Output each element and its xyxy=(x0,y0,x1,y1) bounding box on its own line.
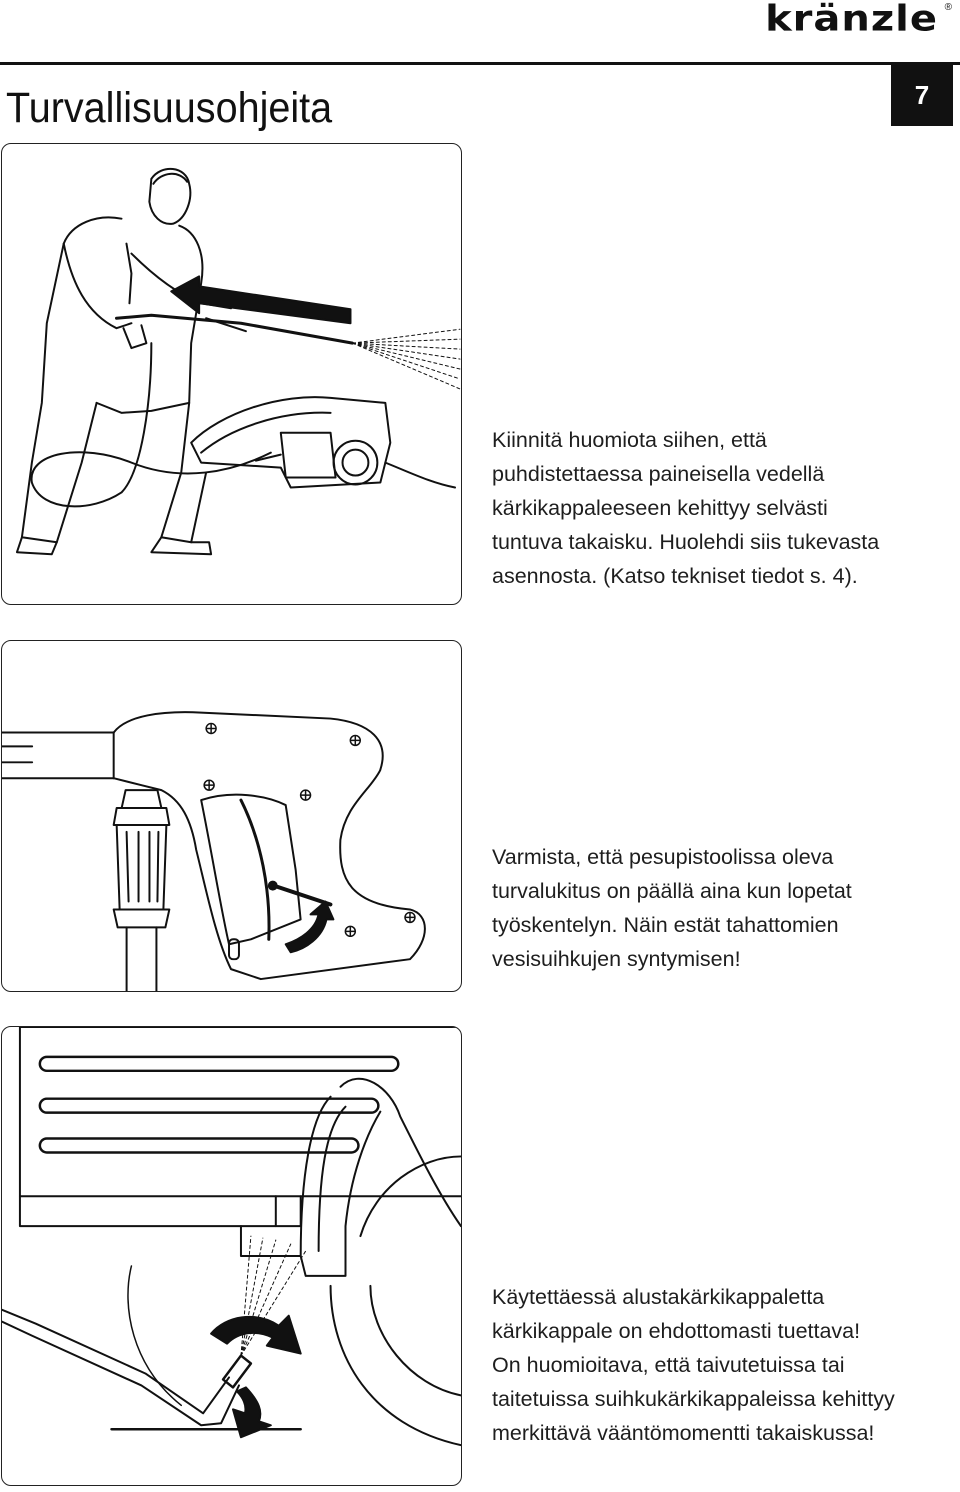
caption-line: työskentelyn. Näin estät tahattomien xyxy=(492,913,839,937)
caption-line: puhdistettaessa paineisella vedellä xyxy=(492,462,825,486)
caption-line: vesisuihkujen syntymisen! xyxy=(492,947,741,971)
caption-line: On huomioitava, että taivutetuissa tai xyxy=(492,1353,845,1377)
kickback-arrow-icon xyxy=(171,276,350,323)
registered-mark: ® xyxy=(944,2,952,13)
illustration-operator-kickback xyxy=(1,143,462,605)
caption-underbody xyxy=(492,1280,952,1450)
caption-line: Käytettäessä alustakärkikappaletta xyxy=(492,1285,825,1309)
caption-line: taitetuissa suihkukärkikappaleissa kehittyy xyxy=(492,1387,895,1411)
caption-line: merkittävä vääntömomentti takaiskussa! xyxy=(492,1421,875,1445)
brand-wordmark: kränzle xyxy=(765,0,938,40)
caption-line: asennosta. (Katso tekniset tiedot s. 4). xyxy=(492,564,858,588)
caption-line: turvalukitus on päällä aina kun lopetat xyxy=(492,879,852,903)
torque-arrow-icon xyxy=(211,1316,301,1354)
caption-kickback xyxy=(492,423,952,593)
safety-catch-arrow-icon xyxy=(286,902,334,953)
caption-safety-catch xyxy=(492,840,952,976)
illustration-safety-catch xyxy=(1,640,462,992)
caption-line: Varmista, että pesupistoolissa oleva xyxy=(492,845,834,869)
caption-line: tuntuva takaisku. Huolehdi siis tukevasta xyxy=(492,530,880,554)
page-number-badge: 7 xyxy=(891,64,953,126)
caption-line: kärkikappale on ehdottomasti tuettava! xyxy=(492,1319,861,1343)
page-title: Turvallisuusohjeita xyxy=(6,84,333,132)
caption-line: Kiinnitä huomiota siihen, että xyxy=(492,428,767,452)
brand-logo xyxy=(722,0,952,44)
illustration-underbody-nozzle xyxy=(1,1026,462,1486)
header-rule xyxy=(0,62,960,65)
caption-line: kärkikappaleeseen kehittyy selvästi xyxy=(492,496,828,520)
